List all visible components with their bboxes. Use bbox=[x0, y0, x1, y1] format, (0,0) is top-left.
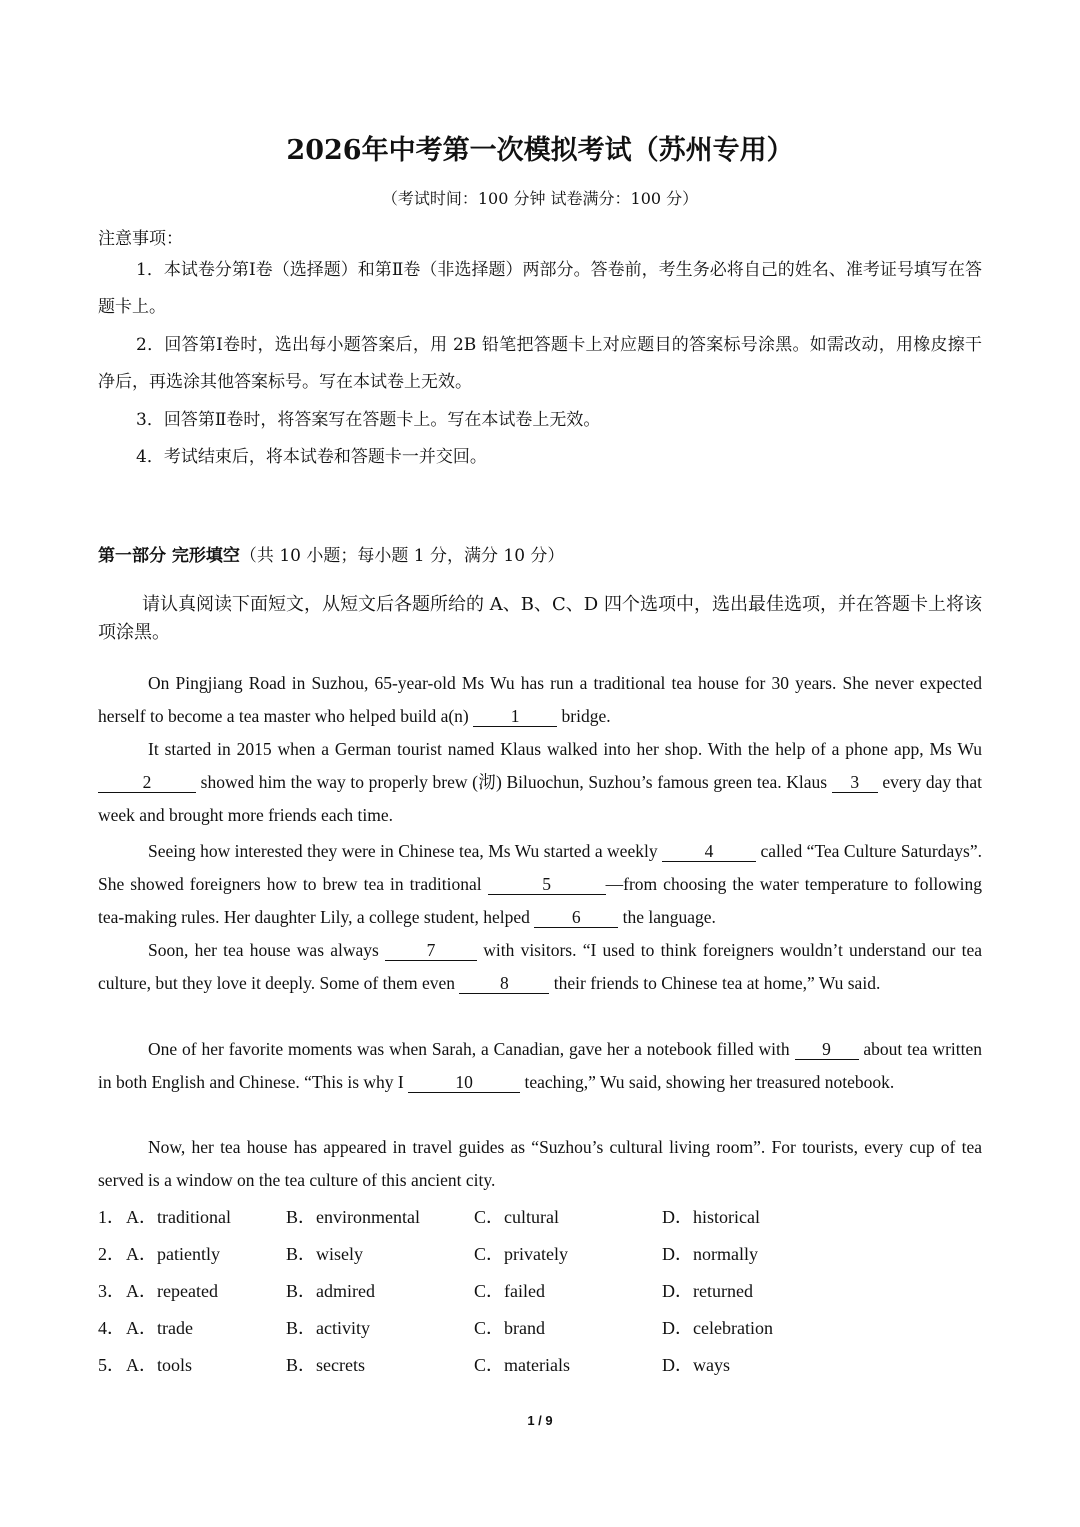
question-number: 5． bbox=[98, 1355, 125, 1375]
option-c: C．materials bbox=[474, 1355, 570, 1375]
blank-4: 4 bbox=[662, 841, 756, 862]
option-b: B．admired bbox=[286, 1281, 375, 1301]
option-a: A．tools bbox=[126, 1355, 193, 1375]
passage-paragraph-4: Soon, her tea house was always 7 with visitors. “I used to think foreigners wouldn’t understand our tea culture, but they love it deeply. Some of them even 8 their friends to Chinese tea at home,” Wu said. bbox=[98, 940, 982, 993]
blank-9: 9 bbox=[795, 1039, 859, 1060]
blank-3: 3 bbox=[832, 772, 878, 793]
exam-title: 2026年中考第一次模拟考试（苏州专用） bbox=[286, 135, 794, 166]
notes-heading: 注意事项： bbox=[98, 229, 183, 249]
passage-paragraph-5: One of her favorite moments was when Sarah, a Canadian, gave her a notebook filled with 9 about tea written in both English and Chinese. “This is why I 10 teaching,” Wu said, showing her treasured notebook. bbox=[98, 1039, 982, 1092]
option-a: A．repeated bbox=[126, 1281, 218, 1301]
blank-7: 7 bbox=[385, 940, 477, 961]
question-number: 4． bbox=[98, 1318, 125, 1338]
part1-heading bbox=[98, 541, 564, 566]
note-item: 2．回答第Ⅰ卷时，选出每小题答案后，用 2B 铅笔把答题卡上对应题目的答案标号涂黑。如需改动，用橡皮擦干净后，再选涂其他答案标号。写在本试卷上无效。 bbox=[98, 335, 982, 392]
option-d: D．returned bbox=[662, 1281, 753, 1301]
blank-2: 2 bbox=[98, 772, 196, 793]
exam-subtitle: （考试时间：100 分钟 试卷满分：100 分） bbox=[381, 189, 699, 208]
option-b: B．secrets bbox=[286, 1355, 365, 1375]
note-item: 1．本试卷分第Ⅰ卷（选择题）和第Ⅱ卷（非选择题）两部分。答卷前，考生务必将自己的姓名、准考证号填写在答题卡上。 bbox=[98, 260, 982, 317]
option-row bbox=[98, 1351, 982, 1381]
option-c: C．failed bbox=[474, 1281, 545, 1301]
option-b: B．activity bbox=[286, 1318, 370, 1338]
page-number: 1 / 9 bbox=[527, 1413, 553, 1428]
option-b: B．wisely bbox=[286, 1244, 364, 1264]
option-row bbox=[98, 1277, 982, 1307]
blank-10: 10 bbox=[408, 1072, 520, 1093]
option-d: D．historical bbox=[662, 1207, 760, 1227]
option-a: A．trade bbox=[126, 1318, 193, 1338]
option-c: C．privately bbox=[474, 1244, 568, 1264]
passage-paragraph-6: Now, her tea house has appeared in travel guides as “Suzhou’s cultural living room”. For tourists, every cup of tea served is a window on the tea culture of this ancient city. bbox=[98, 1137, 982, 1190]
option-row bbox=[98, 1203, 982, 1233]
passage-paragraph-1: On Pingjiang Road in Suzhou, 65-year-old Ms Wu has run a traditional tea house for 30 years. She never expected herself to become a tea master who helped build a(n) 1 bridge. bbox=[98, 673, 982, 726]
blank-6: 6 bbox=[534, 907, 618, 928]
part1-title: 第一部分 完形填空 bbox=[98, 546, 240, 566]
blank-5: 5 bbox=[488, 874, 606, 895]
option-d: D．celebration bbox=[662, 1318, 773, 1338]
option-row bbox=[98, 1314, 982, 1344]
option-d: D．ways bbox=[662, 1355, 730, 1375]
passage-paragraph-2: It started in 2015 when a German tourist named Klaus walked into her shop. With the help of a phone app, Ms Wu 2 showed him the way to properly brew (沏) Biluochun, Suzhou’s famous green tea. Klaus 3 every day that week and brought more friends each time. bbox=[98, 739, 983, 825]
option-b: B．environmental bbox=[286, 1207, 420, 1227]
note-item: 3．回答第Ⅱ卷时，将答案写在答题卡上。写在本试卷上无效。 bbox=[136, 410, 601, 430]
note-item: 4．考试结束后，将本试卷和答题卡一并交回。 bbox=[136, 447, 487, 467]
passage-paragraph-3: Seeing how interested they were in Chinese tea, Ms Wu started a weekly 4 called “Tea Culture Saturdays”. She showed foreigners how to brew tea in traditional 5 —from choosing the water temperature to following tea-making rules. Her daughter Lily, a college student, helped 6 the language. bbox=[98, 841, 982, 927]
option-a: A．traditional bbox=[126, 1207, 231, 1227]
part1-scoring: （共 10 小题；每小题 1 分，满分 10 分） bbox=[239, 546, 565, 566]
question-number: 2． bbox=[98, 1244, 125, 1264]
blank-1: 1 bbox=[473, 706, 557, 727]
option-a: A．patiently bbox=[126, 1244, 220, 1264]
blank-8: 8 bbox=[459, 973, 549, 994]
option-row bbox=[98, 1240, 982, 1270]
question-number: 1． bbox=[98, 1207, 125, 1227]
option-c: C．brand bbox=[474, 1318, 545, 1338]
part1-instruction: 请认真阅读下面短文，从短文后各题所给的 A、B、C、D 四个选项中，选出最佳选项，并在答题卡上将该项涂黑。 bbox=[98, 594, 982, 643]
option-c: C．cultural bbox=[474, 1207, 559, 1227]
question-number: 3． bbox=[98, 1281, 125, 1301]
option-d: D．normally bbox=[662, 1244, 758, 1264]
